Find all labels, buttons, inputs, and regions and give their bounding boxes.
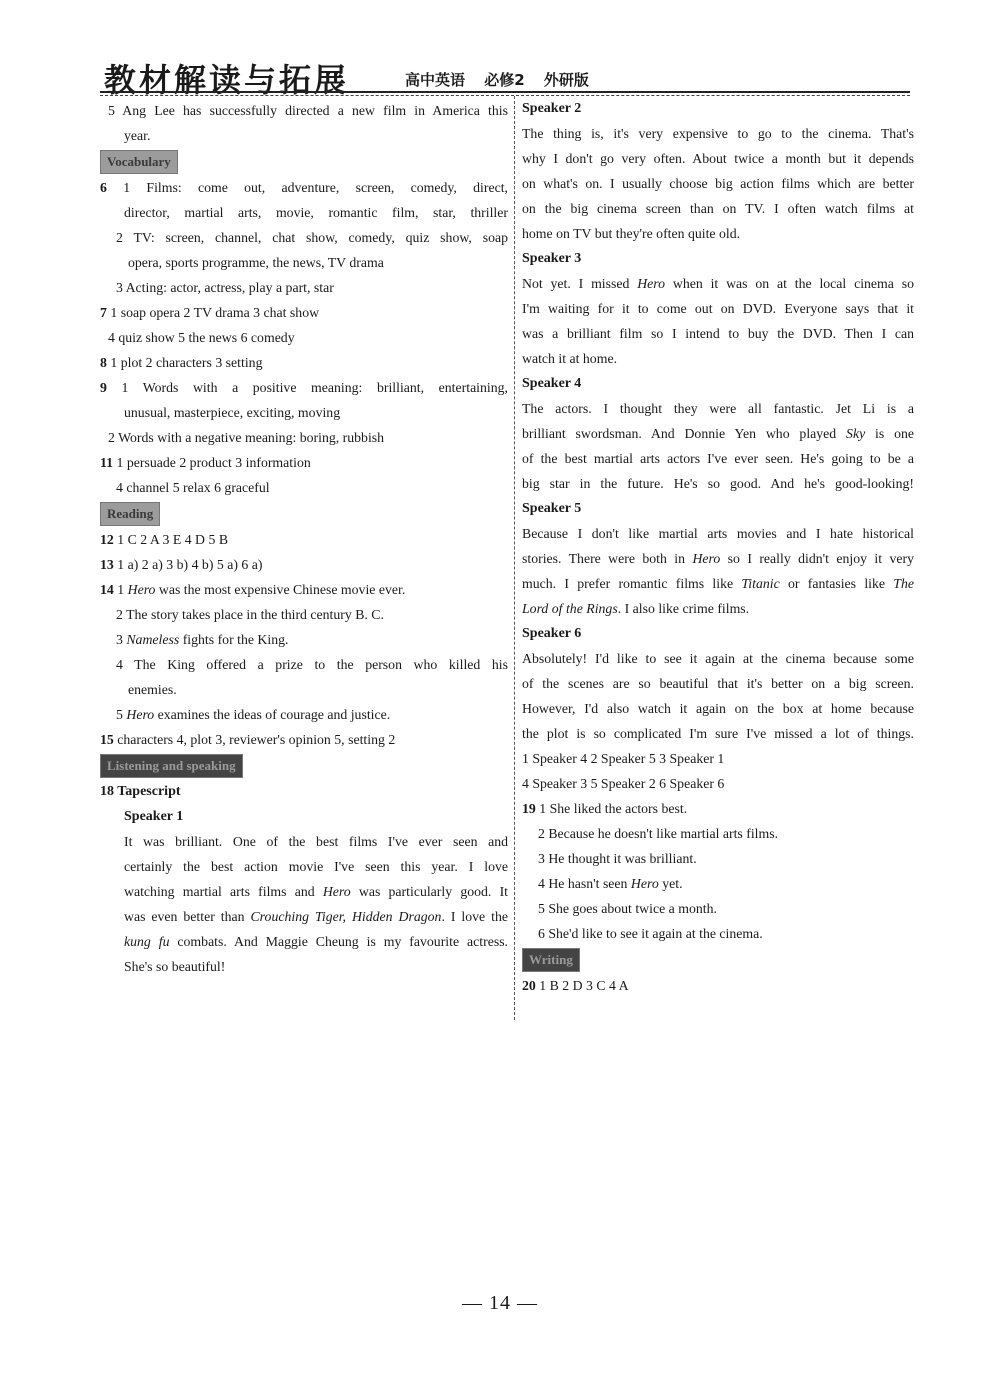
answer-line: 7 1 soap opera 2 TV drama 3 chat show	[100, 305, 320, 320]
answer-line: director, martial arts, movie, romantic film, star, thriller	[124, 205, 508, 220]
edition-label: 外研版	[543, 71, 589, 89]
transcript-line: stories. There were both in Hero so I really didn't enjoy it very	[522, 551, 914, 566]
answer-line: 12 1 C 2 A 3 E 4 D 5 B	[100, 532, 229, 547]
transcript-line: The thing is, it's very expensive to go to the cinema. That's	[522, 126, 914, 141]
answer-line: 6 1 Films: come out, adventure, screen, comedy, direct,	[100, 180, 508, 195]
tapescript-title: 18 Tapescript	[100, 784, 181, 799]
section-tag-vocabulary: Vocabulary	[100, 150, 178, 174]
transcript-line: However, I'd also watch it again on the box at home because	[522, 701, 914, 716]
page-number: — 14 —	[462, 1292, 538, 1314]
book-subtitle	[405, 69, 603, 90]
answer-line: 8 1 plot 2 characters 3 setting	[100, 355, 263, 370]
answer-line: 20 1 B 2 D 3 C 4 A	[522, 978, 629, 993]
answer-line: 4 The King offered a prize to the person who killed his	[116, 657, 508, 672]
transcript-line: Because I don't like martial arts movies and I hate historical	[522, 526, 914, 541]
answer-line: 4 channel 5 relax 6 graceful	[116, 480, 270, 495]
volume-label: 必修2	[484, 71, 525, 89]
speaker-heading: Speaker 6	[522, 626, 582, 641]
transcript-line: of the scenes are so beautiful that it's better on a big screen.	[522, 676, 914, 691]
transcript-line: Not yet. I missed Hero when it was on at the local cinema so	[522, 276, 914, 291]
answer-line: 3 Acting: actor, actress, play a part, star	[116, 280, 334, 295]
right-column	[522, 96, 914, 998]
section-tag-listening: Listening and speaking	[100, 754, 243, 778]
transcript-line: was a brilliant film so I intend to buy the DVD. Then I can	[522, 326, 914, 341]
speaker-heading: Speaker 4	[522, 376, 582, 391]
answer-line: 5 Ang Lee has successfully directed a new film in America this	[108, 103, 508, 118]
answer-line: 1 Speaker 4 2 Speaker 5 3 Speaker 1	[522, 751, 725, 766]
answer-line: 15 characters 4, plot 3, reviewer's opinion 5, setting 2	[100, 732, 396, 747]
answer-line: enemies.	[128, 682, 177, 697]
answer-line: 9 1 Words with a positive meaning: brilliant, entertaining,	[100, 380, 508, 395]
transcript-line: The actors. I thought they were all fantastic. Jet Li is a	[522, 401, 914, 416]
transcript-line: the plot is so complicated I'm sure I've missed a lot of things.	[522, 726, 914, 741]
answer-line: 3 He thought it was brilliant.	[538, 851, 697, 866]
transcript-line: kung fu combats. And Maggie Cheung is my favourite actress.	[124, 934, 508, 949]
transcript-line: big star in the future. He's so good. And he's good-looking!	[522, 476, 914, 491]
transcript-line: much. I prefer romantic films like Titanic or fantasies like The	[522, 576, 914, 591]
speaker-heading: Speaker 1	[124, 809, 184, 824]
speaker-heading: Speaker 3	[522, 251, 582, 266]
transcript-line: on what's on. I usually choose big action films which are better	[522, 176, 914, 191]
page-header	[100, 52, 910, 97]
speaker-heading: Speaker 5	[522, 501, 582, 516]
transcript-line: I'm waiting for it to come out on DVD. Everyone says that it	[522, 301, 914, 316]
answer-line: 2 Words with a negative meaning: boring, rubbish	[108, 430, 385, 445]
answer-line: opera, sports programme, the news, TV drama	[128, 255, 384, 270]
transcript-line: home on TV but they're often quite old.	[522, 226, 741, 241]
answer-line: 5 She goes about twice a month.	[538, 901, 717, 916]
answer-line: 13 1 a) 2 a) 3 b) 4 b) 5 a) 6 a)	[100, 557, 263, 572]
subject-label: 高中英语	[405, 71, 466, 89]
answer-line: 4 He hasn't seen Hero yet.	[538, 876, 683, 891]
speaker-heading: Speaker 2	[522, 101, 582, 116]
transcript-line: was even better than Crouching Tiger, Hidden Dragon. I love the	[124, 909, 508, 924]
section-tag-writing: Writing	[522, 948, 580, 972]
answer-line: 19 1 She liked the actors best.	[522, 801, 688, 816]
column-divider	[514, 96, 515, 1020]
transcript-line: Lord of the Rings. I also like crime films.	[522, 601, 750, 616]
transcript-line: It was brilliant. One of the best films I've ever seen and	[124, 834, 508, 849]
transcript-line: why I don't go very often. About twice a month but it depends	[522, 151, 914, 166]
transcript-line: watch it at home.	[522, 351, 618, 366]
header-rule	[100, 91, 910, 93]
answer-line: 2 Because he doesn't like martial arts films.	[538, 826, 779, 841]
transcript-line: watching martial arts films and Hero was particularly good. It	[124, 884, 508, 899]
answer-line: 11 1 persuade 2 product 3 information	[100, 455, 311, 470]
answer-line: 14 1 Hero was the most expensive Chinese movie ever.	[100, 582, 406, 597]
answer-line: 3 Nameless fights for the King.	[116, 632, 289, 647]
transcript-line: certainly the best action movie I've seen this year. I love	[124, 859, 508, 874]
answer-line: 5 Hero examines the ideas of courage and justice.	[116, 707, 391, 722]
left-column	[100, 98, 508, 979]
answer-line: 6 She'd like to see it again at the cinema.	[538, 926, 763, 941]
answer-line: 2 TV: screen, channel, chat show, comedy, quiz show, soap	[116, 230, 508, 245]
book-title: 教材解读与拓展	[104, 61, 350, 99]
answer-line: 4 Speaker 3 5 Speaker 2 6 Speaker 6	[522, 776, 725, 791]
transcript-line: of the best martial arts actors I've ever seen. He's going to be a	[522, 451, 914, 466]
section-tag-reading: Reading	[100, 502, 160, 526]
answer-line: unusual, masterpiece, exciting, moving	[124, 405, 341, 420]
transcript-line: on the big cinema screen than on TV. I often watch films at	[522, 201, 914, 216]
answer-line: 2 The story takes place in the third century B. C.	[116, 607, 384, 622]
transcript-line: She's so beautiful!	[124, 959, 226, 974]
transcript-line: brilliant swordsman. And Donnie Yen who played Sky is one	[522, 426, 914, 441]
answer-line: year.	[124, 128, 151, 143]
answer-line: 4 quiz show 5 the news 6 comedy	[108, 330, 295, 345]
transcript-line: Absolutely! I'd like to see it again at the cinema because some	[522, 651, 914, 666]
